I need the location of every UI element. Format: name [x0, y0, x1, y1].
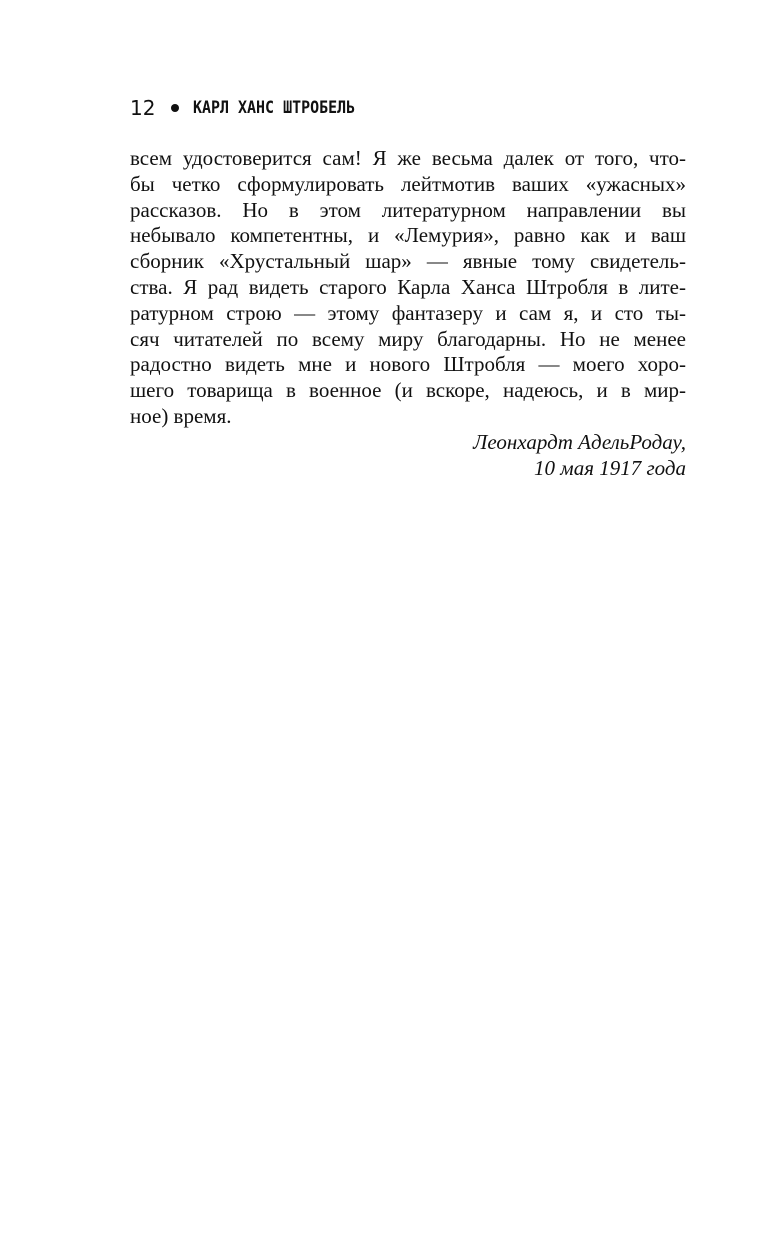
running-header — [130, 93, 378, 123]
body-paragraph — [130, 146, 686, 430]
text-line: шего товарища в военное (и вскоре, надеюсь, и в мир- — [130, 378, 686, 403]
signature-name: Леонхардт АдельРодау, — [473, 430, 686, 454]
text-line: сяч читателей по всему миру благодарны. Но не менее — [130, 326, 686, 351]
text-line: бы четко сформулировать лейтмотив ваших «ужасных» — [130, 171, 686, 196]
text-line: рассказов. Но в этом литературном направлении вы — [130, 197, 686, 222]
text-line: ства. Я рад видеть старого Карла Ханса Штробля в лите- — [130, 274, 686, 299]
signature-date: 10 мая 1917 года — [534, 456, 686, 480]
signature-block — [130, 429, 686, 481]
bullet-separator-icon — [171, 104, 179, 112]
text-line: всем удостоверится сам! Я же весьма далек от того, что- — [130, 146, 686, 170]
text-line: радостно видеть мне и нового Штробля — моего хоро- — [130, 352, 686, 377]
text-line: небывало компетентны, и «Лемурия», равно как и ваш — [130, 223, 686, 248]
text-line: ное) время. — [130, 403, 232, 428]
header-author-name: КАРЛ ХАНС ШТРОБЕЛЬ — [193, 98, 356, 118]
text-line: ратурном строю — этому фантазеру и сам я, и сто ты- — [130, 300, 686, 325]
page-number: 12 — [130, 96, 156, 120]
text-line: сборник «Хрустальный шар» — явные тому свидетель- — [130, 249, 686, 274]
